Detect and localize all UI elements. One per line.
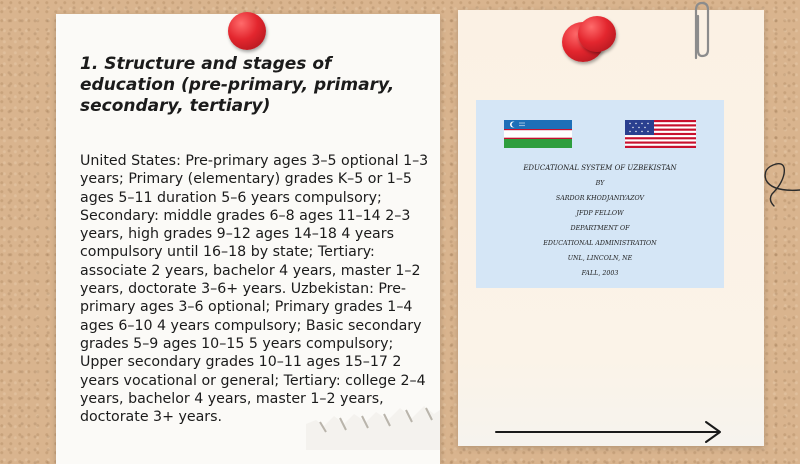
push-pin-icon [578,16,616,52]
document-fellowship: JFDP FELLOW [576,210,624,217]
document-author: SARDOR KHODJANIYAZOV [555,195,645,202]
document-cover-image [476,100,724,288]
uzbekistan-flag-icon [504,120,572,148]
document-by: BY [595,180,605,187]
push-pin-icon [228,12,266,50]
document-title: EDUCATIONAL SYSTEM OF UZBEKISTAN [523,164,677,172]
usa-flag-icon [625,120,696,148]
torn-paper-edge [306,402,440,450]
paperclip-icon [688,0,712,62]
arrow-right-icon [494,418,726,448]
document-department: DEPARTMENT OF [570,225,630,232]
education-stages-text: United States: Pre-primary ages 3–5 optional 1–3 years; Primary (elementary) grades K–5 or 1–5 ages 5–11 duration 5–6 years compulsory; Secondary: middle grades 6–8 ages 11–14 2–3 years, high grades 9–12 ages 14–18 4 years compulsory until 16–18 by state; Tertiary: associate 2 years, bachelor 4 years, master 1–2 years, doctorate 3–6+ years. Uzbekistan: Pre-primary ages 3–6 optional; Primary grades 1–4 ages 6–10 4 years compulsory; Basic secondary grades 5–9 ages 10–15 5 years compulsory; Upper secondary grades 10–11 ages 15–17 2 years vocational or general; Tertiary: college 2–4 years, bachelor 4 years, master 1–2 years, doctorate 3+ years. [80,153,429,426]
document-location: UNL, LINCOLN, NE [567,255,633,262]
document-date: FALL, 2003 [581,270,619,277]
document-department-name: EDUCATIONAL ADMINISTRATION [543,240,657,247]
section-heading: 1. Structure and stages of education (pre-primary, primary, secondary, tertiary) [80,54,395,116]
doodle-curve [754,150,800,210]
